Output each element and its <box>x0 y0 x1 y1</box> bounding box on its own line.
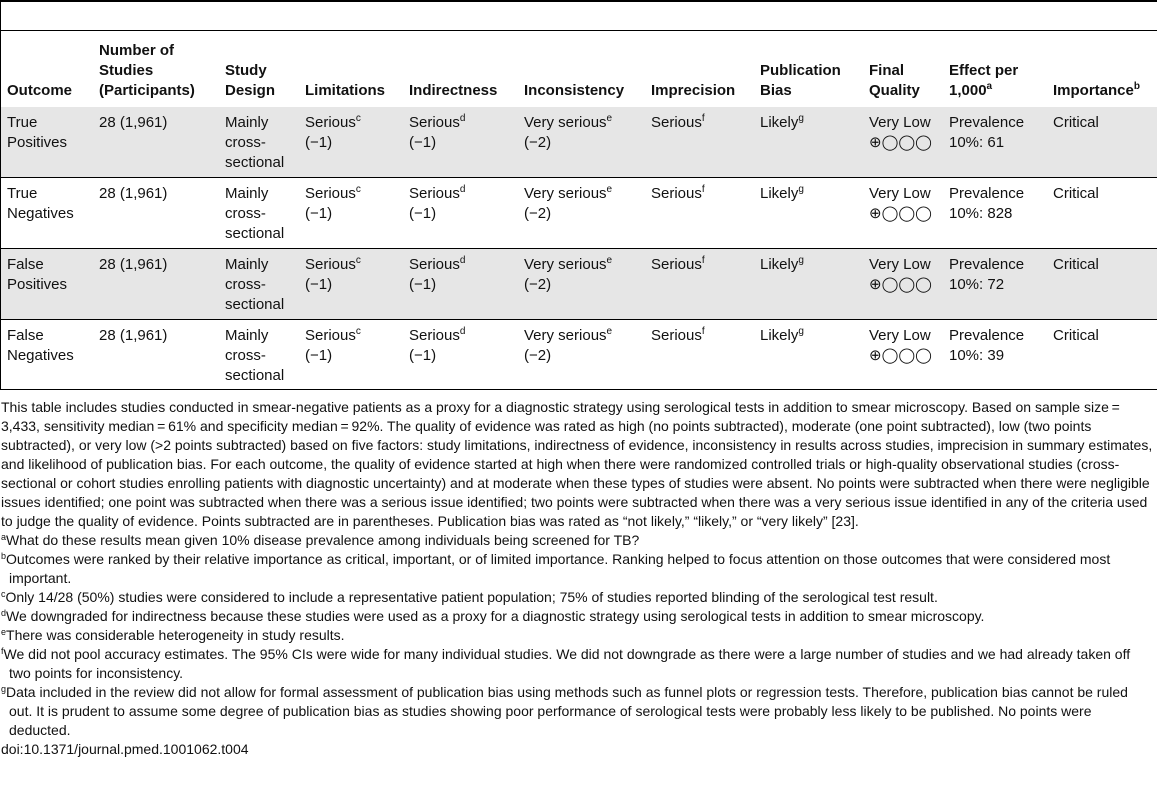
table-notes <box>1 398 1153 759</box>
table-note-main: This table includes studies conducted in smear-negative patients as a proxy for a diagnostic strategy using serological tests in addition to smear microscopy. Based on sample size = 3,433, sensitivity median = 61% and specificity median = 92%. The quality of evidence was rated as high (no points subtracted), moderate (one point subtracted), low (two points subtracted), or very low (>2 points subtracted) based on five factors: study limitations, indirectness of evidence, inconsistency in results across studies, imprecision in summary estimates, and likelihood of publication bias. For each outcome, the quality of evidence started at high when there were randomized controlled trials or high-quality observational studies (cross-sectional or cohort studies enrolling patients with diagnostic uncertainty) and at moderate when these types of studies were absent. No points were subtracted when there were negligible issues identified; one point was subtracted when there was a serious issue identified; two points were subtracted when there was a very serious issue identified in any of the criteria used to judge the quality of evidence. Points subtracted are in parentheses. Publication bias was rated as “not likely,” “likely,” or “very likely” [23]. <box>1 399 1153 529</box>
footnote-text: There was considerable heterogeneity in study results. <box>6 627 345 643</box>
rating-text: Likely <box>760 185 799 202</box>
rating-text: Very serious <box>524 327 607 344</box>
footnote-marker: f <box>1 646 4 656</box>
cell-outcome <box>1 249 93 320</box>
cell-effect <box>943 320 1047 391</box>
header-study-design <box>219 31 299 107</box>
cell-imprecision <box>645 320 754 391</box>
quality-rating-icon: ⊕◯◯◯ <box>869 134 932 151</box>
cell-publication-bias <box>754 107 863 178</box>
points-subtracted: (−2) <box>524 347 552 364</box>
design-line: Mainly <box>225 185 269 202</box>
cell-publication-bias <box>754 249 863 320</box>
outcome-line: False <box>7 256 44 273</box>
cell-indirectness <box>403 320 518 391</box>
rating-text: Serious <box>651 114 702 131</box>
header-limitations <box>299 31 403 107</box>
cell-effect <box>943 107 1047 178</box>
footnote-marker: g <box>798 113 804 124</box>
footnote-marker: b <box>1133 81 1140 92</box>
cell-inconsistency <box>518 178 645 249</box>
outcome-line: Negatives <box>7 205 74 222</box>
footnote-marker: g <box>798 184 804 195</box>
outcome-line: Positives <box>7 276 68 293</box>
points-subtracted: (−1) <box>305 347 333 364</box>
rating-text: Serious <box>409 327 460 344</box>
header-text-line: Inconsistency <box>524 82 625 99</box>
header-text-line: (Participants) <box>99 82 195 99</box>
cell-effect <box>943 178 1047 249</box>
header-text-line: 1,000 <box>949 82 987 99</box>
outcome-line: Negatives <box>7 347 74 364</box>
cell-limitations <box>299 107 403 178</box>
quality-rating-icon: ⊕◯◯◯ <box>869 205 932 222</box>
cell-design <box>219 320 299 391</box>
header-text-line: Design <box>225 82 276 99</box>
cell-final-quality <box>863 178 943 249</box>
rating-text: Likely <box>760 327 799 344</box>
cell-indirectness <box>403 249 518 320</box>
footnote-marker: e <box>606 255 613 266</box>
cell-indirectness <box>403 178 518 249</box>
table-row <box>1 178 1157 249</box>
footnote-marker: d <box>459 184 466 195</box>
footnote-marker: g <box>798 326 804 337</box>
header-text-line: Limitations <box>305 82 386 99</box>
table-doi: doi:10.1371/journal.pmed.1001062.t004 <box>1 741 249 757</box>
header-outcome <box>1 31 93 107</box>
cell-outcome <box>1 107 93 178</box>
footnote <box>1 550 1153 588</box>
rating-text: Serious <box>305 256 356 273</box>
rating-text: Very serious <box>524 185 607 202</box>
header-text-line: Bias <box>760 82 792 99</box>
cell-design <box>219 249 299 320</box>
header-indirectness <box>403 31 518 107</box>
header-text-line: Importance <box>1053 82 1134 99</box>
table-row <box>1 107 1157 178</box>
table-row <box>1 320 1157 391</box>
effect-line: Prevalence <box>949 185 1025 202</box>
cell-effect <box>943 249 1047 320</box>
quality-rating-icon: ⊕◯◯◯ <box>869 276 932 293</box>
rating-text: Very serious <box>524 114 607 131</box>
header-publication-bias <box>754 31 863 107</box>
design-line: Mainly <box>225 327 269 344</box>
footnote-marker: d <box>459 113 466 124</box>
design-line: sectional <box>225 225 285 242</box>
cell-design <box>219 107 299 178</box>
cell-studies: 28 (1,961) <box>93 178 219 249</box>
header-text-line: Imprecision <box>651 82 736 99</box>
footnote <box>1 626 1153 645</box>
quality-text: Very Low <box>869 114 931 131</box>
footnote-marker: a <box>1 532 7 542</box>
points-subtracted: (−1) <box>409 276 437 293</box>
header-text-line: Outcome <box>7 82 73 99</box>
footnote-marker: f <box>701 184 705 195</box>
footnote <box>1 588 1153 607</box>
points-subtracted: (−2) <box>524 276 552 293</box>
design-line: Mainly <box>225 256 269 273</box>
header-text-line: Studies <box>99 62 154 79</box>
rating-text: Serious <box>651 185 702 202</box>
header-inconsistency <box>518 31 645 107</box>
outcome-line: Positives <box>7 134 68 151</box>
design-line: sectional <box>225 154 285 171</box>
footnote-text: We did not pool accuracy estimates. The 95% CIs were wide for many individual studies. We did not downgrade as there were a large number of studies and we had already taken off two points for inconsistency. <box>3 646 1131 681</box>
points-subtracted: (−2) <box>524 205 552 222</box>
outcome-line: False <box>7 327 44 344</box>
footnote <box>1 683 1153 740</box>
footnote-text: Outcomes were ranked by their relative importance as critical, important, or of limited importance. Ranking helped to focus attention on those outcomes that were considered most important. <box>6 551 1111 586</box>
header-text-line: Indirectness <box>409 82 498 99</box>
cell-importance: Critical <box>1047 320 1157 391</box>
points-subtracted: (−1) <box>409 134 437 151</box>
header-text-line: Number of <box>99 42 174 59</box>
cell-imprecision <box>645 249 754 320</box>
cell-outcome <box>1 320 93 391</box>
footnote-marker: b <box>1 551 7 561</box>
design-line: cross- <box>225 347 266 364</box>
footnotes-list <box>1 531 1153 740</box>
quality-rating-icon: ⊕◯◯◯ <box>869 347 932 364</box>
grade-evidence-table <box>1 31 1157 390</box>
effect-line: 10%: 72 <box>949 276 1005 293</box>
rating-text: Serious <box>409 185 460 202</box>
effect-line: 10%: 828 <box>949 205 1013 222</box>
header-final-quality <box>863 31 943 107</box>
rating-text: Serious <box>305 327 356 344</box>
cell-limitations <box>299 320 403 391</box>
points-subtracted: (−1) <box>409 347 437 364</box>
footnote-marker: c <box>355 326 361 337</box>
effect-line: Prevalence <box>949 327 1025 344</box>
design-line: cross- <box>225 205 266 222</box>
footnote <box>1 531 1153 550</box>
footnote-marker: c <box>355 255 361 266</box>
cell-final-quality <box>863 107 943 178</box>
effect-line: 10%: 61 <box>949 134 1005 151</box>
cell-studies: 28 (1,961) <box>93 249 219 320</box>
cell-indirectness <box>403 107 518 178</box>
cell-limitations <box>299 178 403 249</box>
cell-imprecision <box>645 107 754 178</box>
effect-line: Prevalence <box>949 114 1025 131</box>
quality-text: Very Low <box>869 256 931 273</box>
outcome-line: True <box>7 185 38 202</box>
cell-imprecision <box>645 178 754 249</box>
footnote <box>1 607 1153 626</box>
header-text-line: Study <box>225 62 267 79</box>
effect-line: Prevalence <box>949 256 1025 273</box>
points-subtracted: (−1) <box>409 205 437 222</box>
footnote-marker: e <box>606 184 613 195</box>
footnote-marker: d <box>459 326 466 337</box>
points-subtracted: (−2) <box>524 134 552 151</box>
footnote-marker: g <box>798 255 804 266</box>
effect-line: 10%: 39 <box>949 347 1005 364</box>
design-line: sectional <box>225 296 285 313</box>
footnote-marker: e <box>606 326 613 337</box>
table-body <box>1 107 1157 390</box>
footnote-text: Data included in the review did not allow for formal assessment of publication bias using methods such as funnel plots or regression tests. Therefore, publication bias cannot be ruled out. It is prudent to assume some degree of publication bias as studies showing poor performance of serological tests were probably less likely to be published. No points were deducted. <box>6 684 1128 738</box>
table-top-border <box>0 0 1157 2</box>
footnote-text: We downgraded for indirectness because these studies were used as a proxy for a diagnostic strategy using serological tests in addition to smear microscopy. <box>6 608 985 624</box>
outcome-line: True <box>7 114 38 131</box>
cell-studies: 28 (1,961) <box>93 107 219 178</box>
cell-inconsistency <box>518 107 645 178</box>
footnote-marker: a <box>986 81 993 92</box>
cell-final-quality <box>863 249 943 320</box>
footnote-marker: c <box>355 184 361 195</box>
rating-text: Serious <box>409 114 460 131</box>
footnote-marker: f <box>701 326 705 337</box>
design-line: cross- <box>225 134 266 151</box>
cell-design <box>219 178 299 249</box>
footnote-marker: d <box>1 608 7 618</box>
footnote <box>1 645 1153 683</box>
header-text-line: Quality <box>869 82 920 99</box>
header-imprecision <box>645 31 754 107</box>
footnote-marker: f <box>701 113 705 124</box>
rating-text: Serious <box>305 114 356 131</box>
footnote-marker: e <box>606 113 613 124</box>
header-number-of-studies <box>93 31 219 107</box>
cell-publication-bias <box>754 320 863 391</box>
cell-importance: Critical <box>1047 178 1157 249</box>
rating-text: Very serious <box>524 256 607 273</box>
design-line: cross- <box>225 276 266 293</box>
cell-studies: 28 (1,961) <box>93 320 219 391</box>
footnote-text: Only 14/28 (50%) studies were considered to include a representative patient population; 75% of studies reported blinding of the serological test result. <box>5 589 938 605</box>
quality-text: Very Low <box>869 327 931 344</box>
rating-text: Serious <box>651 256 702 273</box>
rating-text: Serious <box>409 256 460 273</box>
header-importance <box>1047 31 1157 107</box>
footnote-marker: c <box>1 589 6 599</box>
cell-inconsistency <box>518 249 645 320</box>
rating-text: Likely <box>760 256 799 273</box>
footnote-marker: g <box>1 684 7 694</box>
points-subtracted: (−1) <box>305 205 333 222</box>
header-text-line: Effect per <box>949 62 1019 79</box>
cell-inconsistency <box>518 320 645 391</box>
rating-text: Serious <box>651 327 702 344</box>
cell-importance: Critical <box>1047 107 1157 178</box>
points-subtracted: (−1) <box>305 134 333 151</box>
footnote-marker: e <box>1 627 7 637</box>
footnote-marker: c <box>355 113 361 124</box>
cell-final-quality <box>863 320 943 391</box>
header-text-line: Final <box>869 62 905 79</box>
cell-importance: Critical <box>1047 249 1157 320</box>
design-line: Mainly <box>225 114 269 131</box>
table-header-row <box>1 31 1157 107</box>
header-effect-per-1000 <box>943 31 1047 107</box>
rating-text: Serious <box>305 185 356 202</box>
rating-text: Likely <box>760 114 799 131</box>
footnote-marker: f <box>701 255 705 266</box>
cell-outcome <box>1 178 93 249</box>
cell-limitations <box>299 249 403 320</box>
footnote-marker: d <box>459 255 466 266</box>
quality-text: Very Low <box>869 185 931 202</box>
design-line: sectional <box>225 367 285 384</box>
table-row <box>1 249 1157 320</box>
footnote-text: What do these results mean given 10% disease prevalence among individuals being screened for TB? <box>6 532 640 548</box>
points-subtracted: (−1) <box>305 276 333 293</box>
header-text-line: Publication <box>760 62 841 79</box>
cell-publication-bias <box>754 178 863 249</box>
